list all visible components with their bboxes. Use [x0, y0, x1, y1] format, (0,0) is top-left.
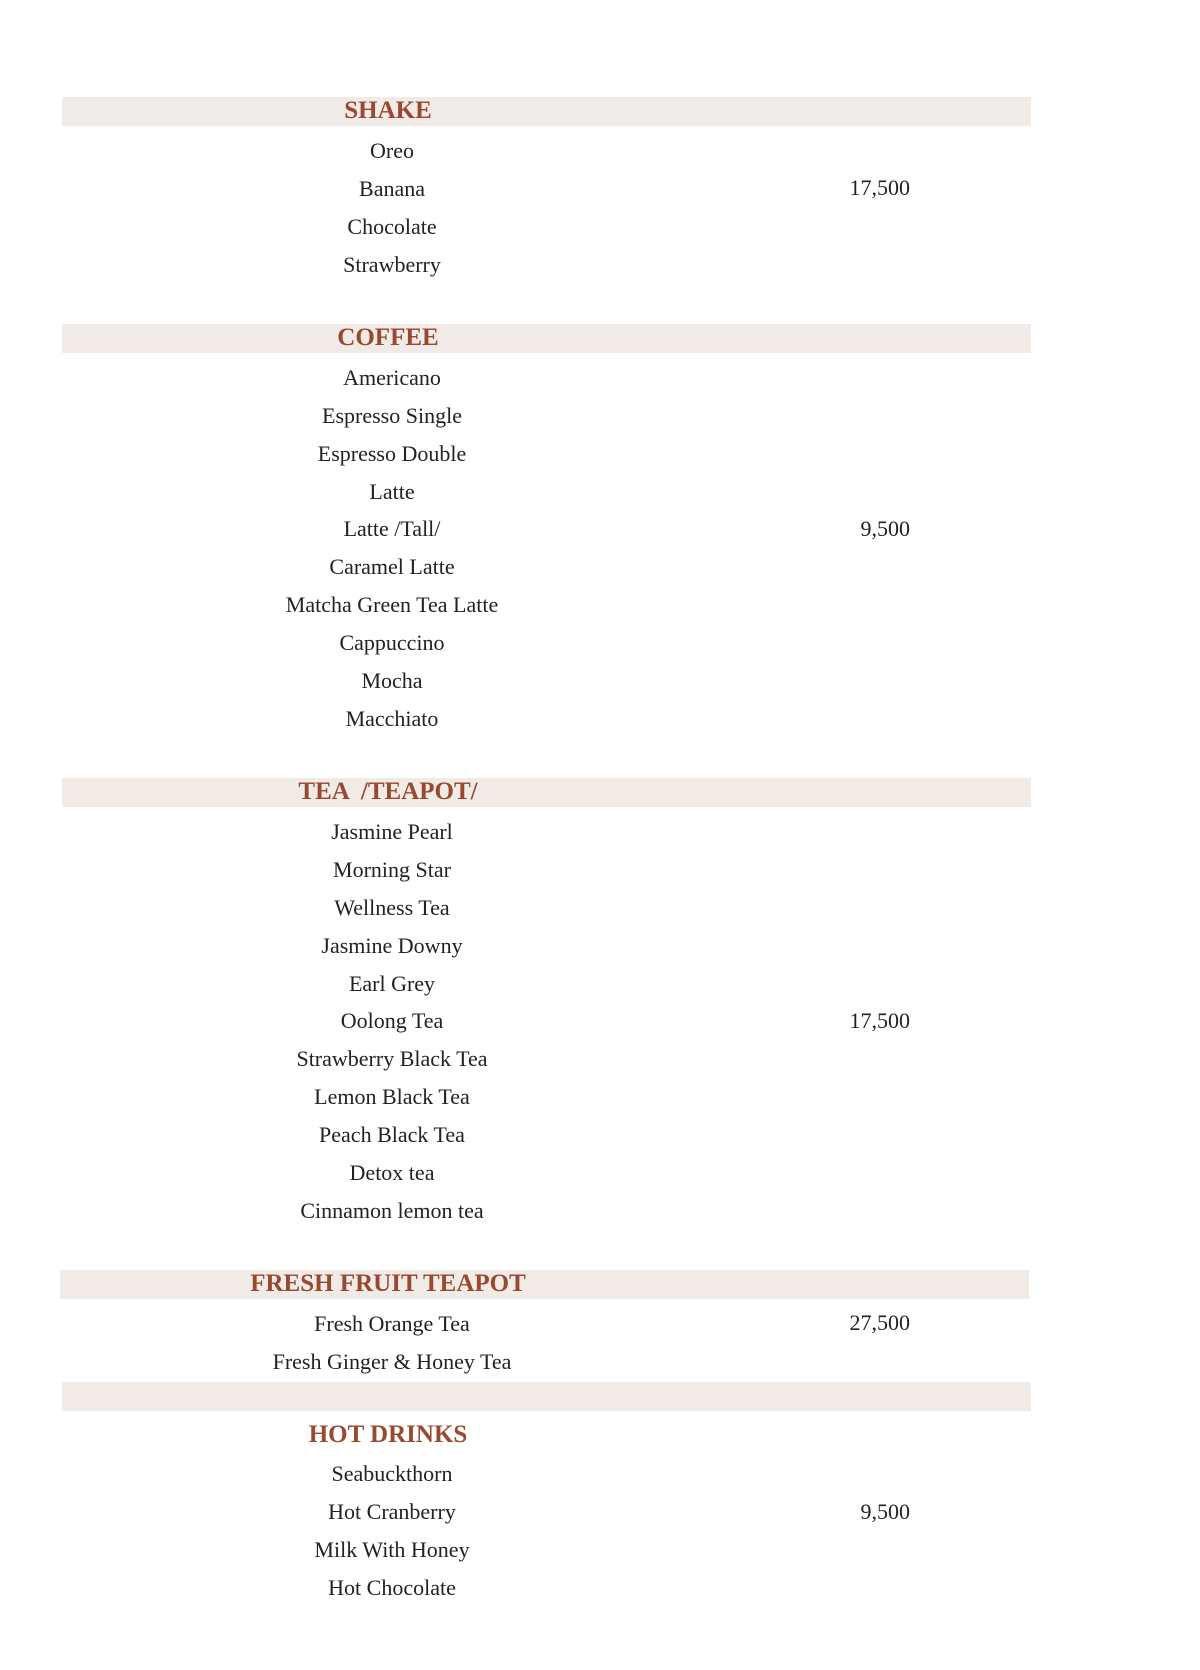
section-divider-band — [62, 1382, 1031, 1411]
menu-item: Chocolate — [347, 214, 437, 239]
section-price-tea: 17,500 — [849, 1008, 910, 1033]
menu-item: Cinnamon lemon tea — [300, 1198, 484, 1223]
section-heading-shake: SHAKE — [344, 97, 432, 124]
section-price-coffee: 9,500 — [860, 516, 910, 541]
menu-item: Caramel Latte — [329, 554, 455, 579]
section-heading-tea: TEA /TEAPOT/ — [298, 778, 478, 805]
menu-item: Espresso Double — [317, 441, 467, 466]
menu-item: Strawberry Black Tea — [296, 1046, 488, 1071]
section-heading-coffee: COFFEE — [337, 324, 439, 351]
menu-item: Matcha Green Tea Latte — [285, 592, 499, 617]
menu-item: Strawberry — [343, 252, 441, 277]
menu-item: Hot Cranberry — [328, 1499, 456, 1524]
section-price-hot-drinks: 9,500 — [860, 1499, 910, 1524]
section-heading-hot-drinks: HOT DRINKS — [308, 1421, 468, 1448]
menu-item: Fresh Orange Tea — [314, 1311, 470, 1336]
menu-item: Oreo — [370, 138, 414, 163]
menu-item: Americano — [343, 365, 441, 390]
menu-item: Jasmine Pearl — [331, 819, 453, 844]
menu-item: Mocha — [361, 668, 423, 693]
menu-item: Jasmine Downy — [321, 933, 463, 958]
menu-item: Earl Grey — [348, 971, 436, 996]
section-price-fresh-fruit-teapot: 27,500 — [849, 1310, 910, 1335]
menu-item: Fresh Ginger & Honey Tea — [272, 1349, 512, 1374]
menu-item: Macchiato — [345, 706, 439, 731]
menu-item: Lemon Black Tea — [314, 1084, 470, 1109]
menu-item: Cappuccino — [339, 630, 445, 655]
menu-item: Morning Star — [333, 857, 451, 882]
menu-item: Banana — [359, 176, 425, 201]
menu-item: Oolong Tea — [340, 1008, 444, 1033]
menu-item: Milk With Honey — [314, 1537, 470, 1562]
menu-item: Seabuckthorn — [331, 1461, 453, 1486]
menu-item: Peach Black Tea — [319, 1122, 465, 1147]
menu-item: Espresso Single — [322, 403, 462, 428]
section-price-shake: 17,500 — [849, 175, 910, 200]
menu-item: Latte /Tall/ — [343, 516, 441, 541]
menu-item: Latte — [369, 479, 415, 504]
section-heading-fresh-fruit-teapot: FRESH FRUIT TEAPOT — [250, 1270, 526, 1297]
menu-item: Hot Chocolate — [328, 1575, 456, 1600]
menu-item: Wellness Tea — [334, 895, 450, 920]
menu-item: Detox tea — [349, 1160, 435, 1185]
